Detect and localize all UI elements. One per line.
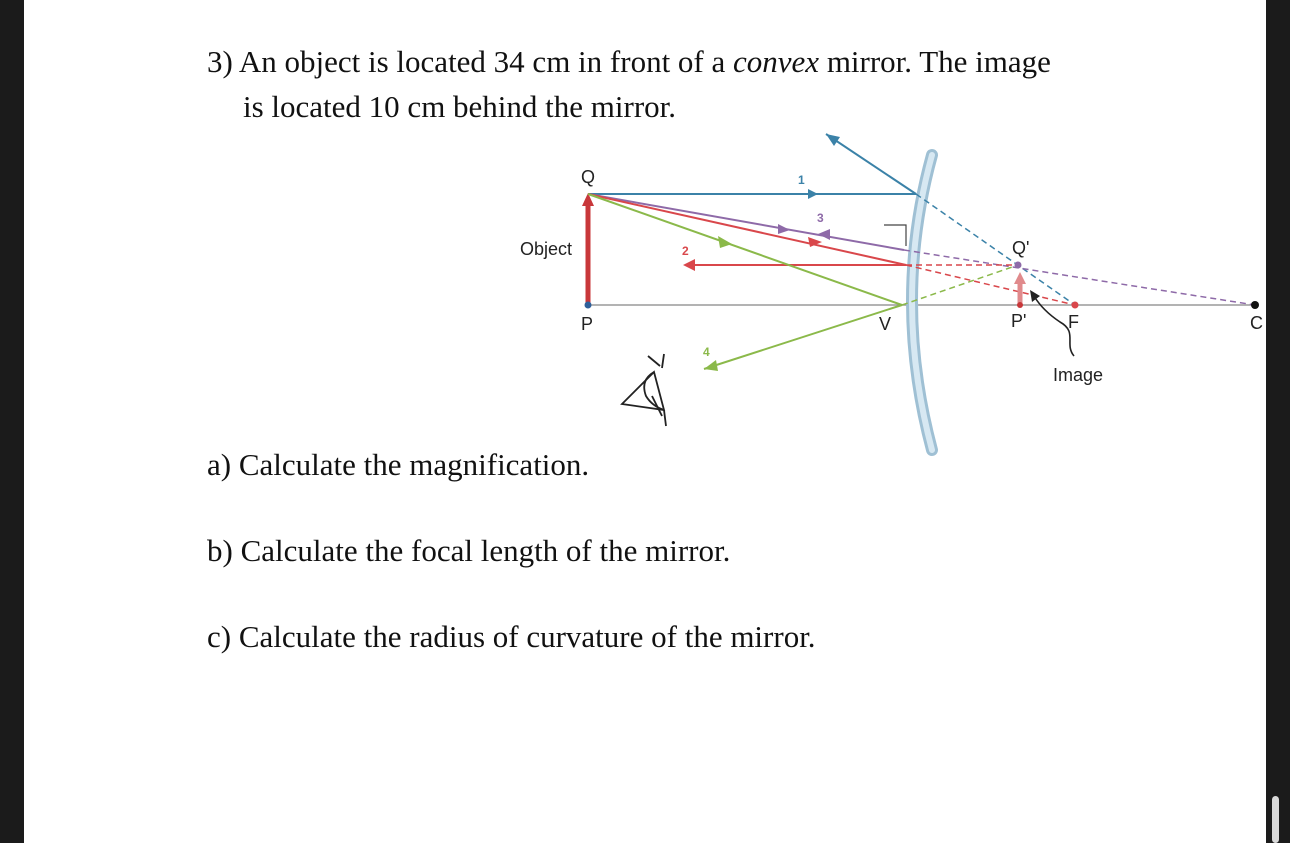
point-p	[585, 302, 592, 309]
part-b: b) Calculate the focal length of the mirror.	[207, 533, 731, 568]
ray-4-incident	[588, 194, 902, 305]
label-q-prime: Q'	[1012, 238, 1030, 258]
ray-number-2: 2	[682, 244, 689, 258]
point-p-prime	[1017, 302, 1023, 308]
label-p: P	[581, 314, 594, 334]
ray-1-reflected	[826, 134, 916, 194]
ray-4-reflected	[704, 305, 902, 369]
ray-4-virtual	[902, 265, 1018, 305]
label-q: Q	[581, 167, 596, 187]
label-c: C	[1250, 313, 1263, 333]
point-c	[1251, 301, 1259, 309]
point-q-prime	[1015, 262, 1022, 269]
part-a: a) Calculate the magnification.	[207, 447, 590, 482]
ray-2-virtual	[906, 265, 1075, 305]
eye-icon	[622, 354, 666, 426]
right-angle-marker	[884, 225, 906, 246]
ray-number-1: 1	[798, 173, 805, 187]
question-line-1: 3) An object is located 34 cm in front of a convex mirror. The image	[207, 44, 1051, 79]
convex-word: convex	[733, 44, 820, 79]
ray-number-4: 4	[703, 345, 710, 359]
question-number: 3)	[207, 44, 233, 79]
point-f	[1072, 302, 1079, 309]
label-f: F	[1068, 312, 1079, 332]
ray-number-3: 3	[817, 211, 824, 225]
label-object: Object	[520, 239, 573, 259]
ray-3-incident	[588, 194, 904, 250]
ray-2-incident	[588, 194, 906, 265]
label-v: V	[879, 314, 892, 334]
ray-1-virtual	[916, 194, 1075, 305]
label-p-prime: P'	[1011, 311, 1027, 331]
question-line-2: is located 10 cm behind the mirror.	[243, 89, 677, 124]
label-image: Image	[1053, 365, 1104, 385]
part-c: c) Calculate the radius of curvature of the mirror.	[207, 619, 816, 654]
